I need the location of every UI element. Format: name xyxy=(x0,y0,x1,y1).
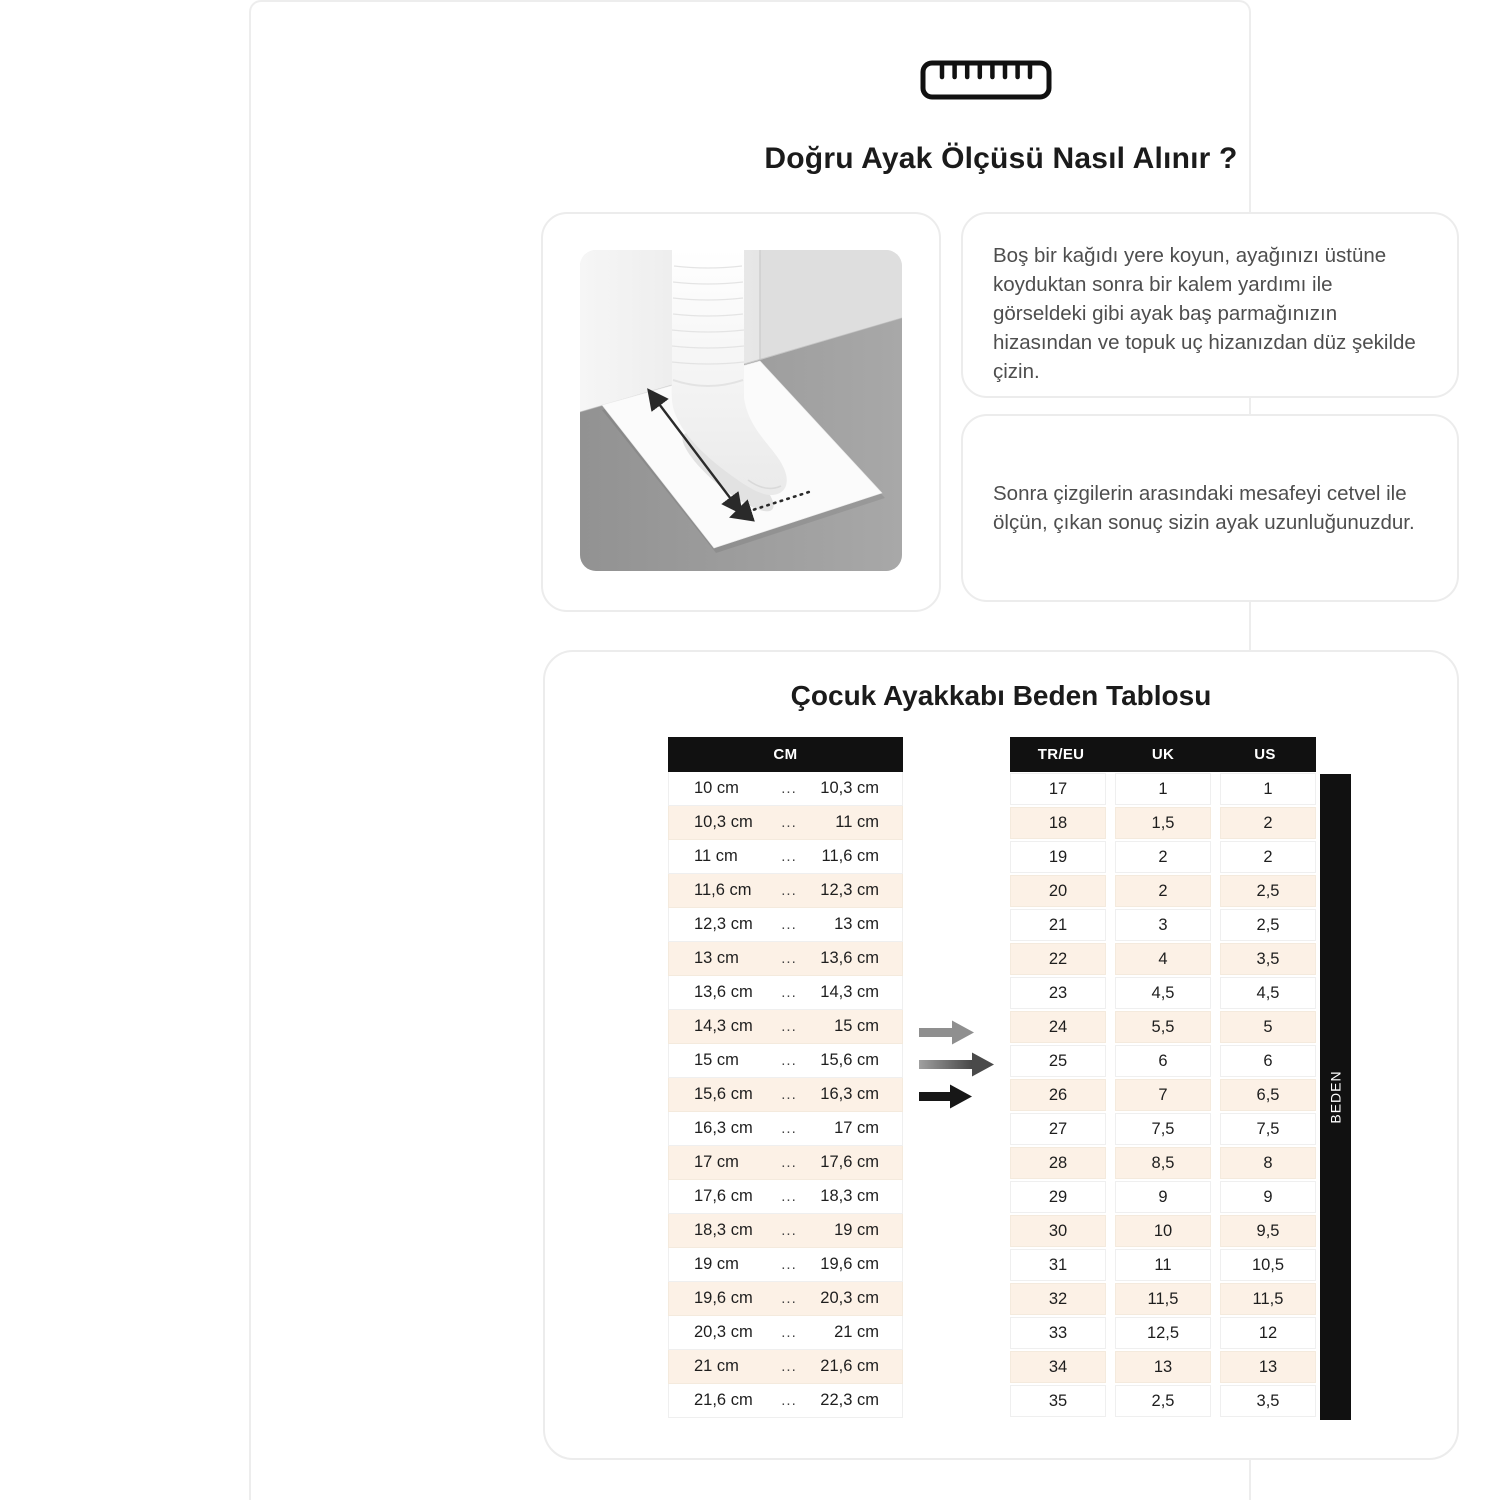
intl-size-table-row xyxy=(1010,1010,1316,1044)
size-cell-uk: 11,5 xyxy=(1115,1283,1211,1315)
cm-table-row xyxy=(668,1384,903,1418)
cm-dots-value: ... xyxy=(781,950,797,967)
size-cell-uk: 2 xyxy=(1115,841,1211,873)
cm-from-value: 19,6 cm xyxy=(694,1289,753,1307)
col-header-us: US xyxy=(1254,746,1276,763)
size-cell-us: 2 xyxy=(1220,807,1316,839)
cm-table-row xyxy=(668,942,903,976)
beden-bar xyxy=(1320,774,1351,1420)
cm-table-row xyxy=(668,874,903,908)
size-cell-uk: 7,5 xyxy=(1115,1113,1211,1145)
cm-from-value: 10,3 cm xyxy=(694,813,753,831)
cm-dots-value: ... xyxy=(781,1358,797,1375)
col-header-uk: UK xyxy=(1151,746,1175,763)
size-cell-uk: 7 xyxy=(1115,1079,1211,1111)
cm-from-value: 13,6 cm xyxy=(694,983,753,1001)
cm-table xyxy=(668,737,903,1418)
measurement-photo-card xyxy=(541,212,941,612)
size-cell-tr-eu: 17 xyxy=(1010,773,1106,805)
instruction-card-2 xyxy=(961,414,1459,602)
intl-size-table-row xyxy=(1010,1112,1316,1146)
cm-dots-value: ... xyxy=(781,1052,797,1069)
cm-from-value: 20,3 cm xyxy=(694,1323,753,1341)
size-cell-uk: 5,5 xyxy=(1115,1011,1211,1043)
size-cell-uk: 1 xyxy=(1115,773,1211,805)
intl-size-table-row xyxy=(1010,1214,1316,1248)
size-cell-us: 13 xyxy=(1220,1351,1316,1383)
intl-size-table-row xyxy=(1010,806,1316,840)
intl-size-table-row xyxy=(1010,1384,1316,1418)
size-cell-uk: 1,5 xyxy=(1115,807,1211,839)
size-cell-uk: 2 xyxy=(1115,875,1211,907)
size-cell-tr-eu: 30 xyxy=(1010,1215,1106,1247)
cm-from-value: 15 cm xyxy=(694,1051,739,1069)
intl-size-table-header xyxy=(1010,737,1316,772)
cm-from-value: 11,6 cm xyxy=(694,881,752,899)
size-cell-us: 4,5 xyxy=(1220,977,1316,1009)
cm-table-row xyxy=(668,1146,903,1180)
cm-table-header: CM xyxy=(668,737,903,772)
cm-table-row xyxy=(668,1078,903,1112)
intl-size-table-row xyxy=(1010,1044,1316,1078)
cm-dots-value: ... xyxy=(781,780,797,797)
cm-to-value: 15,6 cm xyxy=(820,1051,879,1069)
cm-from-value: 12,3 cm xyxy=(694,915,753,933)
cm-table-row xyxy=(668,1180,903,1214)
intl-size-table-row xyxy=(1010,840,1316,874)
cm-to-value: 14,3 cm xyxy=(820,983,879,1001)
intl-size-table-row xyxy=(1010,908,1316,942)
cm-table-row xyxy=(668,1010,903,1044)
cm-to-value: 21,6 cm xyxy=(820,1357,879,1375)
size-cell-uk: 2,5 xyxy=(1115,1385,1211,1417)
size-cell-tr-eu: 20 xyxy=(1010,875,1106,907)
intl-size-table-row xyxy=(1010,874,1316,908)
cm-from-value: 17,6 cm xyxy=(694,1187,753,1205)
size-cell-uk: 10 xyxy=(1115,1215,1211,1247)
cm-to-value: 13 cm xyxy=(834,915,879,933)
cm-dots-value: ... xyxy=(781,1290,797,1307)
size-table-card xyxy=(543,650,1459,1460)
size-cell-uk: 8,5 xyxy=(1115,1147,1211,1179)
cm-table-row xyxy=(668,1316,903,1350)
size-cell-us: 6 xyxy=(1220,1045,1316,1077)
cm-table-row xyxy=(668,840,903,874)
cm-from-value: 15,6 cm xyxy=(694,1085,753,1103)
size-cell-uk: 11 xyxy=(1115,1249,1211,1281)
cm-dots-value: ... xyxy=(781,848,797,865)
intl-size-table-body xyxy=(1010,772,1316,1418)
cm-to-value: 18,3 cm xyxy=(820,1187,879,1205)
intl-size-table-row xyxy=(1010,1146,1316,1180)
cm-to-value: 15 cm xyxy=(834,1017,879,1035)
col-header-tr-eu: TR/EU xyxy=(1037,746,1085,763)
cm-dots-value: ... xyxy=(781,1086,797,1103)
cm-from-value: 21,6 cm xyxy=(694,1391,753,1409)
size-cell-uk: 13 xyxy=(1115,1351,1211,1383)
cm-dots-value: ... xyxy=(781,1188,797,1205)
cm-table-body xyxy=(668,772,903,1418)
intl-size-table-row xyxy=(1010,1180,1316,1214)
cm-dots-value: ... xyxy=(781,814,797,831)
instruction-card-1 xyxy=(961,212,1459,398)
cm-to-value: 22,3 cm xyxy=(820,1391,879,1409)
cm-from-value: 21 cm xyxy=(694,1357,739,1375)
cm-table-row xyxy=(668,1214,903,1248)
intl-size-table-row xyxy=(1010,1282,1316,1316)
size-cell-uk: 12,5 xyxy=(1115,1317,1211,1349)
size-cell-tr-eu: 31 xyxy=(1010,1249,1106,1281)
cm-to-value: 12,3 cm xyxy=(820,881,879,899)
intl-size-table xyxy=(1010,737,1316,1418)
cm-dots-value: ... xyxy=(781,1154,797,1171)
size-cell-us: 7,5 xyxy=(1220,1113,1316,1145)
cm-from-value: 13 cm xyxy=(694,949,739,967)
intl-size-table-row xyxy=(1010,1248,1316,1282)
cm-to-value: 17 cm xyxy=(834,1119,879,1137)
cm-from-value: 19 cm xyxy=(694,1255,739,1273)
cm-dots-value: ... xyxy=(781,1120,797,1137)
cm-dots-value: ... xyxy=(781,1324,797,1341)
cm-table-row xyxy=(668,1044,903,1078)
size-cell-us: 10,5 xyxy=(1220,1249,1316,1281)
intl-size-table-row xyxy=(1010,772,1316,806)
size-cell-tr-eu: 29 xyxy=(1010,1181,1106,1213)
cm-to-value: 19 cm xyxy=(834,1221,879,1239)
foot-measurement-photo xyxy=(580,250,902,571)
size-cell-tr-eu: 18 xyxy=(1010,807,1106,839)
cm-to-value: 16,3 cm xyxy=(820,1085,879,1103)
instruction-step-1: Boş bir kağıdı yere koyun, ayağınızı üstüne koyduktan sonra bir kalem yardımı ile görseldeki gibi ayak baş parmağınızın hizasından ve topuk uç hizanızdan düz şekilde çizin. xyxy=(993,244,1416,383)
size-cell-tr-eu: 28 xyxy=(1010,1147,1106,1179)
size-cell-us: 8 xyxy=(1220,1147,1316,1179)
cm-table-row xyxy=(668,1112,903,1146)
size-table-title: Çocuk Ayakkabı Beden Tablosu xyxy=(790,680,1212,711)
size-cell-tr-eu: 23 xyxy=(1010,977,1106,1009)
size-cell-tr-eu: 25 xyxy=(1010,1045,1106,1077)
cm-table-row xyxy=(668,1282,903,1316)
intl-size-table-row xyxy=(1010,976,1316,1010)
instruction-step-2: Sonra çizgilerin arasındaki mesafeyi cetvel ile ölçün, çıkan sonuç sizin ayak uzunluğunuzdur. xyxy=(993,482,1415,534)
size-cell-tr-eu: 32 xyxy=(1010,1283,1106,1315)
size-cell-tr-eu: 26 xyxy=(1010,1079,1106,1111)
cm-dots-value: ... xyxy=(781,1018,797,1035)
cm-from-value: 16,3 cm xyxy=(694,1119,753,1137)
size-cell-uk: 3 xyxy=(1115,909,1211,941)
cm-table-row xyxy=(668,976,903,1010)
cm-to-value: 10,3 cm xyxy=(820,779,879,797)
size-cell-tr-eu: 34 xyxy=(1010,1351,1106,1383)
intl-size-table-row xyxy=(1010,1078,1316,1112)
ruler-icon xyxy=(920,60,1052,100)
cm-to-value: 19,6 cm xyxy=(820,1255,879,1273)
page-title: Doğru Ayak Ölçüsü Nasıl Alınır ? xyxy=(764,142,1238,175)
size-cell-us: 3,5 xyxy=(1220,943,1316,975)
size-cell-us: 9 xyxy=(1220,1181,1316,1213)
size-cell-tr-eu: 19 xyxy=(1010,841,1106,873)
size-cell-us: 11,5 xyxy=(1220,1283,1316,1315)
size-cell-us: 2 xyxy=(1220,841,1316,873)
cm-table-row xyxy=(668,908,903,942)
size-cell-us: 2,5 xyxy=(1220,875,1316,907)
intl-size-table-row xyxy=(1010,1316,1316,1350)
cm-table-row xyxy=(668,806,903,840)
cm-dots-value: ... xyxy=(781,1222,797,1239)
cm-table-row xyxy=(668,1248,903,1282)
cm-from-value: 14,3 cm xyxy=(694,1017,753,1035)
size-cell-tr-eu: 22 xyxy=(1010,943,1106,975)
size-cell-us: 2,5 xyxy=(1220,909,1316,941)
cm-dots-value: ... xyxy=(781,916,797,933)
cm-to-value: 17,6 cm xyxy=(820,1153,879,1171)
cm-to-value: 20,3 cm xyxy=(820,1289,879,1307)
size-cell-tr-eu: 35 xyxy=(1010,1385,1106,1417)
cm-table-row xyxy=(668,772,903,806)
cm-dots-value: ... xyxy=(781,984,797,1001)
size-cell-us: 12 xyxy=(1220,1317,1316,1349)
size-cell-tr-eu: 21 xyxy=(1010,909,1106,941)
size-cell-tr-eu: 33 xyxy=(1010,1317,1106,1349)
cm-from-value: 18,3 cm xyxy=(694,1221,753,1239)
size-cell-uk: 6 xyxy=(1115,1045,1211,1077)
size-cell-uk: 9 xyxy=(1115,1181,1211,1213)
content-frame xyxy=(249,0,1416,1500)
size-cell-us: 5 xyxy=(1220,1011,1316,1043)
intl-size-table-row xyxy=(1010,942,1316,976)
size-cell-uk: 4 xyxy=(1115,943,1211,975)
size-cell-us: 1 xyxy=(1220,773,1316,805)
intl-size-table-row xyxy=(1010,1350,1316,1384)
cm-to-value: 11,6 cm xyxy=(821,847,879,865)
cm-from-value: 11 cm xyxy=(694,847,738,865)
size-cell-tr-eu: 24 xyxy=(1010,1011,1106,1043)
cm-to-value: 11 cm xyxy=(835,813,879,831)
size-cell-us: 6,5 xyxy=(1220,1079,1316,1111)
cm-dots-value: ... xyxy=(781,882,797,899)
cm-dots-value: ... xyxy=(781,1392,797,1409)
size-cell-us: 9,5 xyxy=(1220,1215,1316,1247)
cm-table-row xyxy=(668,1350,903,1384)
cm-from-value: 10 cm xyxy=(694,779,739,797)
conversion-arrows-icon xyxy=(917,1018,997,1112)
cm-to-value: 21 cm xyxy=(834,1323,879,1341)
cm-dots-value: ... xyxy=(781,1256,797,1273)
beden-label: BEDEN xyxy=(1327,1070,1344,1124)
cm-from-value: 17 cm xyxy=(694,1153,739,1171)
size-cell-uk: 4,5 xyxy=(1115,977,1211,1009)
cm-to-value: 13,6 cm xyxy=(820,949,879,967)
size-cell-us: 3,5 xyxy=(1220,1385,1316,1417)
size-cell-tr-eu: 27 xyxy=(1010,1113,1106,1145)
